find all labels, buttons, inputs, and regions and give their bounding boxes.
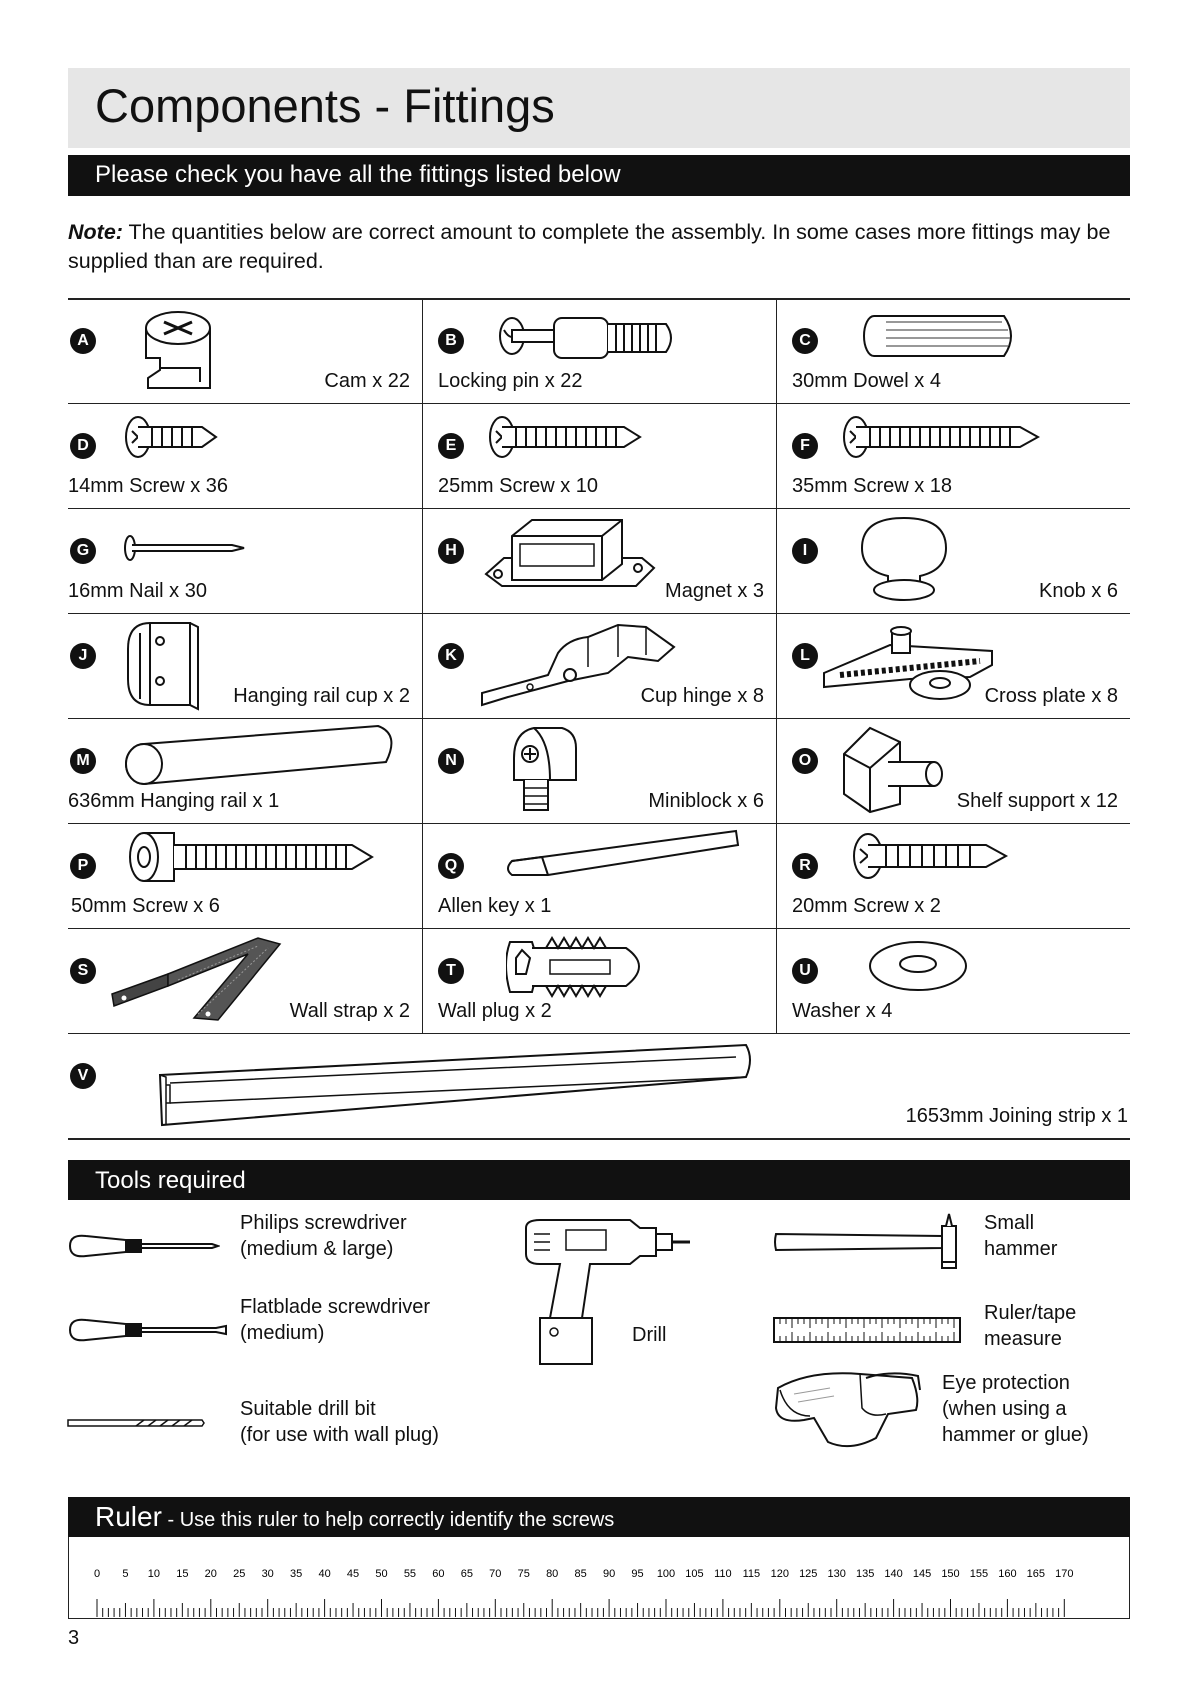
drill-bit-text — [240, 1396, 439, 1448]
ruler-tick-label: 135 — [855, 1568, 875, 1580]
fitting-letter: I — [792, 538, 818, 564]
fitting-letter: A — [70, 328, 96, 354]
fitting-label: Knob x 6 — [1039, 580, 1118, 602]
tool-line: Flatblade screwdriver — [240, 1296, 431, 1318]
ruler-tick-label: 165 — [1026, 1568, 1046, 1580]
joining-strip-icon — [156, 1043, 756, 1127]
ruler-tick-label: 170 — [1055, 1568, 1074, 1580]
fitting-label: Washer x 4 — [792, 1000, 893, 1022]
fitting-cell — [776, 508, 1130, 613]
wall-strap-icon — [108, 934, 284, 1024]
ruler-tick-label: 5 — [122, 1568, 129, 1580]
allen-key-icon — [502, 829, 742, 881]
ruler-subheading: - Use this ruler to help correctly identify the screws — [161, 1509, 615, 1531]
fitting-letter: K — [438, 643, 464, 669]
note-text: The quantities below are correct amount to complete the assembly. In some cases more fittings may be supplied than are required. — [68, 220, 1111, 273]
fitting-cell — [422, 508, 776, 613]
fitting-label: Locking pin x 22 — [438, 370, 583, 392]
page-number: 3 — [68, 1627, 80, 1649]
tool-line: Small — [984, 1212, 1035, 1234]
hammer-text — [984, 1210, 1057, 1262]
ruler-tick-label: 15 — [176, 1568, 189, 1580]
fitting-label: 30mm Dowel x 4 — [792, 370, 941, 392]
ruler-tick-label: 50 — [375, 1568, 388, 1580]
ruler-tick-label: 0 — [93, 1568, 101, 1580]
fitting-letter: P — [70, 853, 96, 879]
fitting-label: Magnet x 3 — [665, 580, 764, 602]
fitting-letter: N — [438, 748, 464, 774]
fitting-letter: S — [70, 958, 96, 984]
ruler-banner — [68, 1497, 1130, 1537]
fitting-letter: Q — [438, 853, 464, 879]
ruler-tick-label: 155 — [969, 1568, 989, 1580]
philips-screwdriver-icon — [66, 1228, 220, 1264]
ruler-tick-label: 60 — [432, 1568, 445, 1580]
tool-line: hammer — [984, 1238, 1058, 1260]
nail-icon — [122, 534, 248, 564]
fitting-letter: D — [70, 433, 96, 459]
fitting-cell — [776, 928, 1130, 1033]
ruler-tick-label: 70 — [489, 1568, 502, 1580]
fitting-letter: O — [792, 748, 818, 774]
fitting-label: 14mm Screw x 36 — [68, 475, 229, 497]
fitting-label: Wall strap x 2 — [289, 1000, 410, 1022]
screw-icon — [850, 831, 1010, 881]
fitting-letter: V — [70, 1063, 96, 1089]
note — [68, 218, 1138, 276]
ruler-tick-label: 145 — [912, 1568, 932, 1580]
tools-banner — [68, 1160, 1130, 1200]
fitting-label: 35mm Screw x 18 — [792, 475, 953, 497]
cross-plate-icon — [820, 625, 994, 705]
tool-line: (medium) — [240, 1322, 325, 1344]
fitting-cell — [776, 718, 1130, 823]
fitting-label: 25mm Screw x 10 — [438, 475, 599, 497]
fitting-cell — [422, 403, 776, 508]
fitting-cell — [776, 403, 1130, 508]
check-banner — [68, 155, 1130, 196]
ruler-tick-label: 40 — [318, 1568, 331, 1580]
ruler-tape-icon — [772, 1316, 962, 1344]
fitting-label: 16mm Nail x 30 — [68, 580, 207, 602]
fitting-letter: E — [438, 433, 464, 459]
tool-line: (medium & large) — [240, 1238, 394, 1260]
ruler-tick-label: 110 — [714, 1568, 732, 1580]
washer-icon — [866, 938, 970, 994]
ruler-tick-label: 90 — [602, 1568, 616, 1580]
fitting-label: 50mm Screw x 6 — [71, 895, 220, 917]
fitting-cell — [776, 298, 1130, 403]
fitting-cell — [776, 613, 1130, 718]
flatblade-screwdriver-text — [240, 1294, 430, 1346]
tool-line: (for use with wall plug) — [240, 1424, 439, 1446]
tool-line: Philips screwdriver — [240, 1212, 407, 1234]
ruler-heading: Ruler — [95, 1501, 162, 1532]
fitting-letter: B — [438, 328, 464, 354]
ruler-tick-label: 45 — [346, 1568, 360, 1580]
ruler-tick-label: 95 — [631, 1568, 644, 1580]
ruler-tick-label: 85 — [574, 1568, 587, 1580]
fitting-letter: R — [792, 853, 818, 879]
fitting-label: Miniblock x 6 — [648, 790, 764, 812]
ruler-tick-label: 20 — [204, 1568, 217, 1580]
ruler-tick-label: 150 — [941, 1568, 960, 1580]
locking-pin-icon — [496, 316, 682, 366]
cam-icon — [140, 308, 216, 394]
ruler-tick-label: 120 — [770, 1568, 789, 1580]
fitting-letter: F — [792, 433, 818, 459]
fitting-cell — [422, 928, 776, 1033]
title-bar — [68, 68, 1130, 148]
ruler-tick-label: 10 — [147, 1568, 161, 1580]
fitting-label: Shelf support x 12 — [956, 790, 1118, 812]
fitting-label: Cam x 22 — [324, 370, 410, 392]
fitting-label: Wall plug x 2 — [438, 1000, 552, 1022]
eye-protection-text — [942, 1370, 1089, 1448]
fitting-cell — [68, 823, 422, 928]
fitting-cell — [776, 823, 1130, 928]
fitting-letter: J — [70, 643, 96, 669]
fitting-letter: H — [438, 538, 464, 564]
fitting-cell — [422, 613, 776, 718]
shelf-support-icon — [840, 724, 950, 816]
fitting-cell — [68, 298, 422, 403]
fitting-cell — [68, 508, 422, 613]
fitting-label: Hanging rail cup x 2 — [233, 685, 410, 707]
ruler-tick-label: 140 — [884, 1568, 903, 1580]
fitting-label: Allen key x 1 — [438, 895, 552, 917]
dowel-icon — [862, 312, 1020, 362]
fitting-letter: G — [70, 538, 96, 564]
measuring-ruler — [68, 1537, 1130, 1619]
fitting-cell — [422, 298, 776, 403]
ruler-tick-label: 80 — [546, 1568, 559, 1580]
ruler-tick-label: 160 — [998, 1568, 1017, 1580]
tools-heading: Tools required — [95, 1167, 246, 1194]
ruler-heading-line — [95, 1501, 614, 1533]
fitting-cell — [68, 928, 422, 1033]
miniblock-icon — [504, 722, 580, 818]
philips-screwdriver-text — [240, 1210, 407, 1262]
fitting-label: 20mm Screw x 2 — [792, 895, 941, 917]
ruler-tick-label: 75 — [517, 1568, 530, 1580]
fitting-label: 636mm Hanging rail x 1 — [68, 790, 280, 812]
fitting-cell — [68, 403, 422, 508]
ruler-tick-label: 130 — [827, 1568, 846, 1580]
tool-line: measure — [984, 1328, 1062, 1350]
check-banner-text: Please check you have all the fittings listed below — [95, 161, 621, 188]
fitting-letter: M — [70, 748, 96, 774]
ruler-tick-label: 65 — [460, 1568, 473, 1580]
drill-bit-icon — [66, 1414, 206, 1432]
fitting-cell — [68, 613, 422, 718]
screw-icon — [126, 831, 376, 883]
hanging-rail-icon — [122, 724, 402, 788]
ruler-tick-label: 30 — [261, 1568, 274, 1580]
fitting-letter: L — [792, 643, 818, 669]
wall-plug-icon — [506, 934, 656, 1000]
safety-glasses-icon — [770, 1368, 922, 1452]
ruler-tape-text — [984, 1300, 1076, 1352]
fitting-cell — [68, 1033, 1130, 1138]
tool-line: Ruler/tape — [984, 1302, 1077, 1324]
drill-text — [632, 1322, 666, 1348]
ruler-tick-label: 125 — [799, 1568, 818, 1580]
ruler-tick-label: 115 — [742, 1568, 761, 1580]
ruler-tick-label: 25 — [233, 1568, 246, 1580]
ruler-scale — [69, 1537, 1129, 1617]
page-title: Components - Fittings — [95, 79, 555, 132]
screw-icon — [840, 415, 1040, 461]
screw-icon — [486, 415, 642, 461]
fitting-cell — [68, 718, 422, 823]
ruler-tick-label: 100 — [656, 1568, 676, 1580]
fitting-cell — [422, 823, 776, 928]
fitting-letter: U — [792, 958, 818, 984]
fitting-letter: T — [438, 958, 464, 984]
fitting-letter: C — [792, 328, 818, 354]
note-label: Note: — [68, 220, 123, 244]
tool-line: Eye protection — [942, 1372, 1070, 1394]
tool-line: (when using a — [942, 1398, 1067, 1420]
ruler-tick-label: 35 — [290, 1568, 303, 1580]
ruler-tick-label: 55 — [403, 1568, 417, 1580]
hammer-icon — [772, 1212, 964, 1270]
fitting-label: Cross plate x 8 — [984, 685, 1118, 707]
fitting-label: Cup hinge x 8 — [640, 685, 764, 707]
fitting-label: 1653mm Joining strip x 1 — [905, 1105, 1128, 1127]
tool-line: Drill — [632, 1324, 667, 1346]
tool-line: Suitable drill bit — [240, 1398, 376, 1420]
fitting-cell — [422, 718, 776, 823]
magnet-icon — [482, 516, 658, 596]
flatblade-screwdriver-icon — [66, 1312, 230, 1348]
ruler-tick-label: 105 — [685, 1568, 704, 1580]
knob-icon — [856, 514, 952, 606]
tool-line: hammer or glue) — [942, 1424, 1089, 1446]
screw-icon — [122, 415, 218, 461]
rail-cup-icon — [120, 619, 200, 713]
